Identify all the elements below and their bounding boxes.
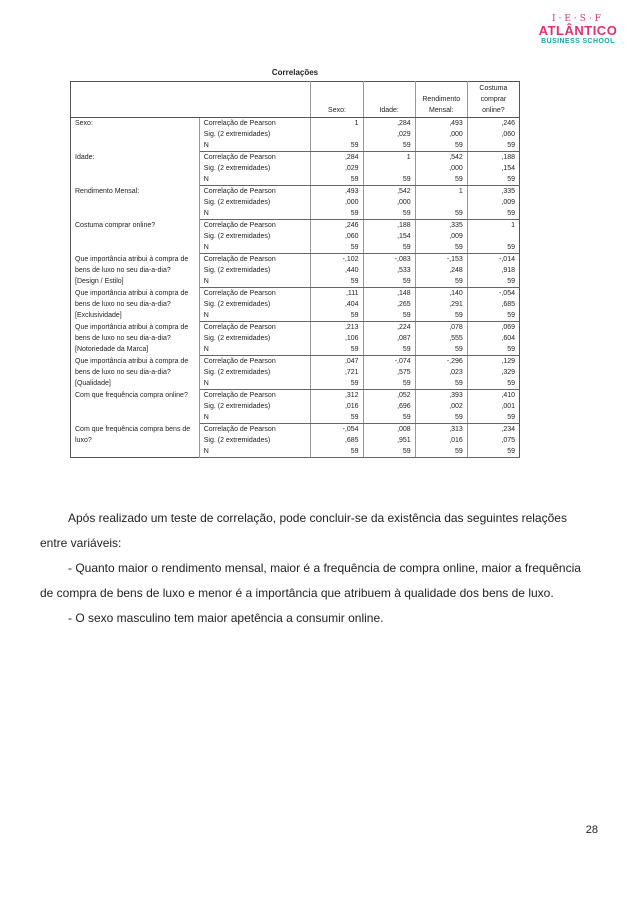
table-cell: ,154 [363, 231, 415, 242]
header-corner [71, 82, 311, 118]
row-statistic-label: N [199, 310, 311, 322]
row-statistic-label: Correlação de Pearson [203, 154, 276, 161]
table-cell: ,023 [415, 367, 467, 378]
table-cell: 59 [363, 174, 415, 186]
row-statistic-label: Sig. (2 extremidades) [203, 369, 271, 376]
table-cell: 1 [311, 118, 363, 130]
table-cell: ,410 [467, 390, 519, 402]
row-statistic-label: N [199, 242, 311, 254]
row-statistic-label: N [199, 140, 311, 152]
table-cell: ,313 [415, 424, 467, 436]
table-cell: ,148 [363, 288, 415, 300]
table-cell: 59 [415, 174, 467, 186]
table-cell: -,014 [467, 254, 519, 266]
table-cell: 59 [363, 242, 415, 254]
table-row [71, 152, 520, 164]
table-cell: ,284 [311, 152, 363, 164]
table-cell: ,140 [415, 288, 467, 300]
table-cell: ,246 [467, 118, 519, 130]
table-cell: ,555 [415, 333, 467, 344]
row-statistic-label: N [199, 276, 311, 288]
table-cell: -,102 [311, 254, 363, 266]
table-cell: -,074 [363, 356, 415, 368]
table-cell: 59 [311, 344, 363, 356]
table-cell: 1 [415, 186, 467, 198]
row-statistic-label: Sig. (2 extremidades) [203, 335, 271, 342]
table-cell: ,000 [415, 163, 467, 174]
table-cell: 59 [363, 344, 415, 356]
table-cell: 59 [363, 446, 415, 458]
table-cell: ,000 [363, 197, 415, 208]
table-cell: ,951 [363, 435, 415, 446]
table-cell: 59 [467, 242, 519, 254]
row-statistic-label: Correlação de Pearson [203, 188, 276, 195]
table-cell: 59 [467, 174, 519, 186]
table-cell: ,246 [311, 220, 363, 232]
table-cell: ,335 [467, 186, 519, 198]
paragraph-finding-income: - Quanto maior o rendimento mensal, maior é a frequência de compra online, maior a frequência de compra de bens de luxo e menor é a importância que atribuem à qualidade dos bens de luxo. [40, 561, 581, 600]
table-row [71, 288, 520, 300]
table-cell: 59 [311, 412, 363, 424]
row-statistic-label: Correlação de Pearson [203, 222, 276, 229]
row-variable-label: Com que frequência compra online? [71, 390, 200, 424]
row-variable-label: Com que frequência compra bens de luxo? [71, 424, 200, 458]
table-cell [311, 129, 363, 140]
table-cell: 59 [467, 344, 519, 356]
table-cell: ,685 [311, 435, 363, 446]
table-row [71, 322, 520, 334]
row-statistic-label: Correlação de Pearson [203, 290, 276, 297]
table-cell: 59 [467, 310, 519, 322]
table-cell: 59 [311, 378, 363, 390]
table-cell: 59 [311, 140, 363, 152]
column-header: Idade: [363, 82, 415, 118]
column-header: Costuma comprar online? [467, 82, 519, 118]
table-cell: ,493 [311, 186, 363, 198]
row-statistic-label: Correlação de Pearson [203, 324, 276, 331]
table-cell: ,234 [467, 424, 519, 436]
row-statistic-label: Correlação de Pearson [203, 392, 276, 399]
row-variable-label: Rendimento Mensal: [71, 186, 200, 220]
table-cell: ,000 [311, 197, 363, 208]
table-cell: ,052 [363, 390, 415, 402]
table-cell: 59 [467, 378, 519, 390]
logo-subtitle: BUSINESS SCHOOL [541, 38, 615, 45]
table-cell: 59 [311, 276, 363, 288]
table-cell: ,224 [363, 322, 415, 334]
table-cell: 59 [415, 276, 467, 288]
table-cell: ,404 [311, 299, 363, 310]
table-cell: ,329 [467, 367, 519, 378]
table-cell: ,685 [467, 299, 519, 310]
table-cell: ,721 [311, 367, 363, 378]
table-cell: ,542 [363, 186, 415, 198]
table-cell: ,918 [467, 265, 519, 276]
row-statistic-label: N [199, 208, 311, 220]
table-cell: ,248 [415, 265, 467, 276]
row-variable-label: Que importância atribui à compra de bens de luxo no seu dia-a-dia? [Qualidade] [71, 356, 200, 390]
table-cell: -,153 [415, 254, 467, 266]
table-cell: ,009 [467, 197, 519, 208]
page-number: 28 [585, 824, 598, 836]
row-statistic-label: Correlação de Pearson [203, 256, 276, 263]
correlation-table [70, 81, 520, 458]
table-cell: ,284 [363, 118, 415, 130]
table-cell: 59 [415, 412, 467, 424]
table-cell: ,060 [311, 231, 363, 242]
table-cell: ,008 [363, 424, 415, 436]
table-row [71, 356, 520, 368]
table-cell: 59 [363, 378, 415, 390]
table-cell: ,696 [363, 401, 415, 412]
row-statistic-label: Correlação de Pearson [203, 120, 276, 127]
table-body [71, 118, 520, 458]
table-cell: ,213 [311, 322, 363, 334]
table-cell: ,060 [467, 129, 519, 140]
table-cell: 1 [467, 220, 519, 232]
row-statistic-label: Sig. (2 extremidades) [203, 131, 271, 138]
table-cell: ,393 [415, 390, 467, 402]
table-cell: ,533 [363, 265, 415, 276]
table-cell: ,335 [415, 220, 467, 232]
table-cell [467, 231, 519, 242]
table-cell [363, 163, 415, 174]
table-cell: 59 [363, 208, 415, 220]
table-cell: ,016 [415, 435, 467, 446]
table-cell: 59 [415, 140, 467, 152]
table-cell: ,000 [415, 129, 467, 140]
table-cell: ,312 [311, 390, 363, 402]
table-cell: ,188 [467, 152, 519, 164]
table-row [71, 424, 520, 436]
table-cell: ,075 [467, 435, 519, 446]
table-cell: 59 [415, 344, 467, 356]
correlation-table-container [70, 68, 520, 458]
table-cell: 59 [415, 208, 467, 220]
row-statistic-label: Sig. (2 extremidades) [203, 301, 271, 308]
table-cell: ,129 [467, 356, 519, 368]
row-statistic-label: Sig. (2 extremidades) [203, 267, 271, 274]
row-statistic-label: N [199, 344, 311, 356]
table-cell: 59 [467, 412, 519, 424]
table-cell: 59 [467, 140, 519, 152]
table-cell: ,069 [467, 322, 519, 334]
table-cell: ,009 [415, 231, 467, 242]
table-row [71, 118, 520, 130]
table-cell: 59 [311, 242, 363, 254]
table-row [71, 254, 520, 266]
table-cell: 59 [311, 446, 363, 458]
row-statistic-label: N [199, 378, 311, 390]
table-cell: ,575 [363, 367, 415, 378]
table-cell: -,054 [467, 288, 519, 300]
table-cell: ,016 [311, 401, 363, 412]
row-statistic-label: Sig. (2 extremidades) [203, 233, 271, 240]
column-header: Rendimento Mensal: [415, 82, 467, 118]
row-statistic-label: N [199, 446, 311, 458]
table-cell: 59 [415, 446, 467, 458]
row-statistic-label: Sig. (2 extremidades) [203, 403, 271, 410]
table-row [71, 220, 520, 232]
table-cell: ,087 [363, 333, 415, 344]
table-cell: -,083 [363, 254, 415, 266]
table-cell: ,188 [363, 220, 415, 232]
table-cell: 59 [363, 412, 415, 424]
table-row [71, 390, 520, 402]
paragraph-finding-sex: - O sexo masculino tem maior apetência a consumir online. [68, 611, 384, 625]
row-statistic-label: Sig. (2 extremidades) [203, 165, 271, 172]
table-cell: ,001 [467, 401, 519, 412]
table-cell: 59 [467, 276, 519, 288]
table-cell: 59 [363, 140, 415, 152]
table-cell [415, 197, 467, 208]
table-cell: ,106 [311, 333, 363, 344]
table-cell: ,047 [311, 356, 363, 368]
body-text [40, 506, 596, 631]
table-cell: 59 [311, 310, 363, 322]
table-cell: ,440 [311, 265, 363, 276]
table-cell: -,054 [311, 424, 363, 436]
table-cell: -,296 [415, 356, 467, 368]
row-variable-label: Que importância atribui à compra de bens de luxo no seu dia-a-dia? [Exclusividade] [71, 288, 200, 322]
row-variable-label: Costuma comprar online? [71, 220, 200, 254]
logo-brand: ATLÂNTICO [538, 23, 618, 38]
row-variable-label: Sexo: [71, 118, 200, 152]
row-statistic-label: Correlação de Pearson [203, 358, 276, 365]
table-cell: 59 [415, 378, 467, 390]
table-header-row [71, 82, 520, 118]
column-header: Sexo: [311, 82, 363, 118]
row-statistic-label: Sig. (2 extremidades) [203, 199, 271, 206]
logo-tag: I·E·S·F [551, 14, 605, 24]
row-statistic-label: Correlação de Pearson [203, 426, 276, 433]
table-cell: ,604 [467, 333, 519, 344]
row-statistic-label: Sig. (2 extremidades) [203, 437, 271, 444]
table-cell: ,291 [415, 299, 467, 310]
row-variable-label: Que importância atribui à compra de bens de luxo no seu dia-a-dia? [Design / Estilo] [71, 254, 200, 288]
table-cell: ,029 [311, 163, 363, 174]
table-cell: 59 [415, 242, 467, 254]
table-cell: 59 [311, 208, 363, 220]
table-cell: ,002 [415, 401, 467, 412]
table-cell: 59 [467, 208, 519, 220]
table-cell: 59 [467, 446, 519, 458]
paragraph-intro: Após realizado um teste de correlação, pode concluir-se da existência das seguintes relações entre variáveis: [40, 511, 567, 550]
row-statistic-label: N [199, 412, 311, 424]
table-cell: 59 [363, 276, 415, 288]
row-variable-label: Que importância atribui à compra de bens de luxo no seu dia-a-dia? [Notoriedade da Marca] [71, 322, 200, 356]
table-cell: ,493 [415, 118, 467, 130]
school-logo [530, 14, 626, 45]
table-cell: ,542 [415, 152, 467, 164]
row-statistic-label: N [199, 174, 311, 186]
table-cell: ,078 [415, 322, 467, 334]
table-caption: Correlações [271, 68, 319, 77]
table-cell: ,265 [363, 299, 415, 310]
table-cell: 59 [311, 174, 363, 186]
table-cell: 59 [363, 310, 415, 322]
table-row [71, 186, 520, 198]
table-cell: 1 [363, 152, 415, 164]
table-cell: ,154 [467, 163, 519, 174]
table-cell: 59 [415, 310, 467, 322]
table-cell: ,029 [363, 129, 415, 140]
table-cell: ,111 [311, 288, 363, 300]
row-variable-label: Idade: [71, 152, 200, 186]
